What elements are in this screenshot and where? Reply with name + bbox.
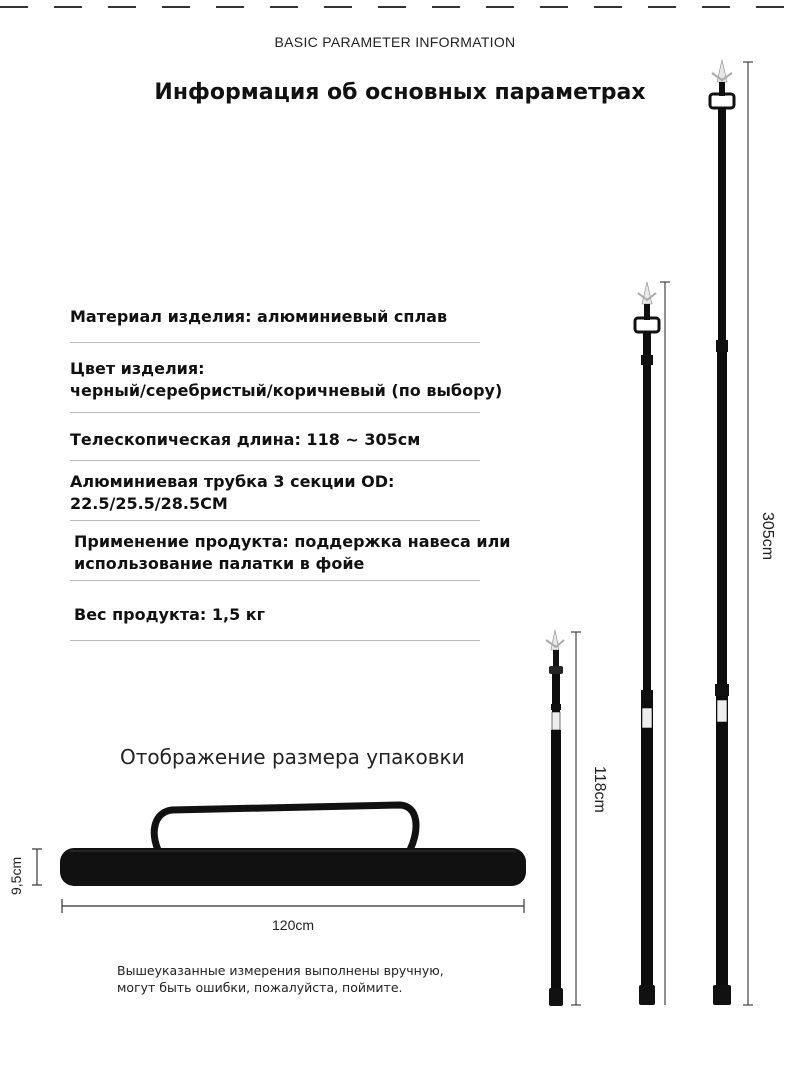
page-subtitle: BASIC PARAMETER INFORMATION: [274, 34, 516, 50]
note-line-2: могут быть ошибки, пожалуйста, поймите.: [117, 980, 403, 995]
bag-height-label: 9,5cm: [8, 856, 24, 895]
bag-length-label: 120cm: [272, 917, 315, 933]
note-line-1: Вышеуказанные измерения выполнены вручную,: [117, 963, 444, 978]
pole-short-label: 118cm: [591, 766, 608, 813]
package-title: Отображение размера упаковки: [120, 745, 465, 769]
spec-usage-line1: Применение продукта: поддержка навеса или: [74, 532, 511, 551]
spec-weight: Вес продукта: 1,5 кг: [74, 605, 265, 624]
bag-strap: [154, 805, 416, 850]
spec-tube-label: Алюминиевая трубка 3 секции OD:: [70, 472, 395, 491]
disclaimer-note: [117, 962, 444, 996]
bag-body: [60, 848, 526, 886]
spec-color-options: черный/серебристый/коричневый (по выбору): [70, 381, 503, 400]
spec-length: Телескопическая длина: 118 ~ 305см: [70, 430, 421, 449]
pole-long: [710, 60, 734, 1005]
spec-usage-line2: использование палатки в фойе: [74, 554, 365, 573]
spec-tube-diameters: 22.5/25.5/28.5CM: [70, 494, 228, 513]
pole-short: [546, 630, 564, 1006]
pole-short-dimension: [571, 632, 581, 1005]
page-title: Информация об основных параметрах: [154, 80, 646, 105]
spec-material: Материал изделия: алюминиевый сплав: [70, 307, 448, 326]
bag-length-dimension: [62, 899, 524, 913]
bag-height-dimension: [32, 849, 42, 885]
pole-medium-dimension: [660, 282, 670, 1005]
spec-color-label: Цвет изделия:: [70, 359, 205, 378]
pole-long-dimension: [743, 62, 753, 1005]
pole-long-label: 305cm: [759, 512, 776, 561]
carry-bag: [60, 805, 526, 886]
pole-medium: [635, 282, 659, 1005]
